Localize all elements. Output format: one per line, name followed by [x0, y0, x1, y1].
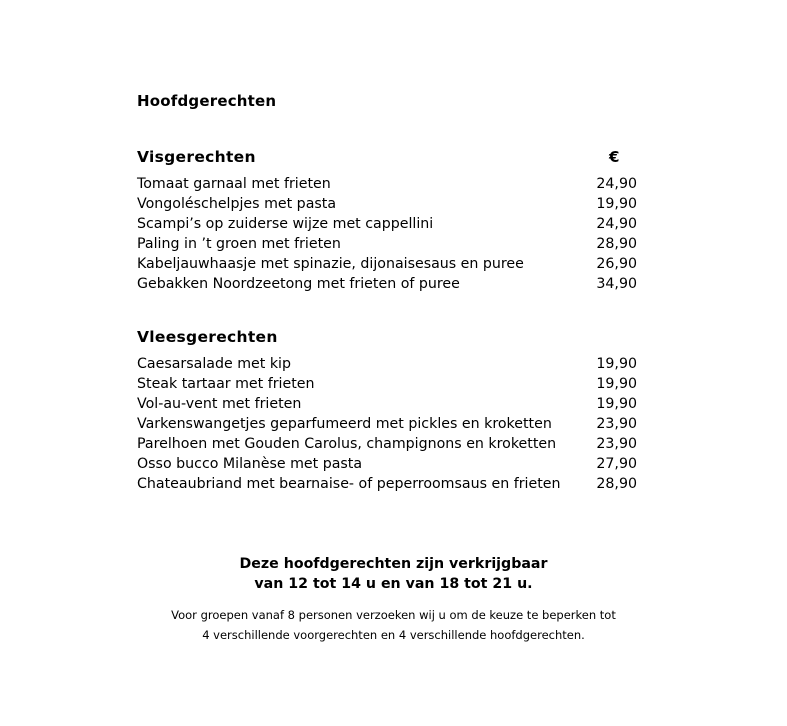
dish-price: 19,90 [596, 356, 637, 372]
dish-name: Kabeljauwhaasje met spinazie, dijonaisesaus en puree [137, 256, 524, 272]
meat-section-header [137, 328, 637, 350]
menu-item [137, 474, 637, 494]
menu-item [137, 374, 637, 394]
currency-symbol: € [609, 148, 620, 166]
menu-item [137, 394, 637, 414]
menu-item [137, 354, 637, 374]
availability-hours: van 12 tot 14 u en van 18 tot 21 u. [254, 576, 533, 592]
dish-name: Osso bucco Milanèse met pasta [137, 456, 363, 472]
menu-item [137, 414, 637, 434]
groups-note [0, 605, 787, 645]
availability-line: Deze hoofdgerechten zijn verkrijgbaar [239, 556, 548, 572]
dish-name: Caesarsalade met kip [137, 356, 291, 372]
dish-name: Scampi’s op zuiderse wijze met cappellini [137, 216, 434, 232]
groups-note-line: Voor groepen vanaf 8 personen verzoeken wij u om de keuze te beperken tot [171, 608, 616, 622]
menu-item [137, 274, 637, 294]
menu-item [137, 174, 637, 194]
dish-name: Varkenswangetjes geparfumeerd met pickles en kroketten [137, 416, 552, 432]
menu-item [137, 214, 637, 234]
dish-price: 27,90 [596, 456, 637, 472]
fish-section-title: Visgerechten [137, 148, 256, 166]
dish-name: Vongoléschelpjes met pasta [137, 196, 337, 212]
dish-price: 24,90 [596, 176, 637, 192]
dish-price: 26,90 [596, 256, 637, 272]
dish-price: 19,90 [596, 376, 637, 392]
dish-name: Chateaubriand met bearnaise- of peperroomsaus en frieten [137, 476, 561, 492]
menu-item [137, 454, 637, 474]
fish-section [137, 148, 637, 294]
groups-note-line: 4 verschillende voorgerechten en 4 verschillende hoofdgerechten. [202, 628, 585, 642]
dish-name: Tomaat garnaal met frieten [137, 176, 331, 192]
dish-price: 24,90 [596, 216, 637, 232]
dish-name: Paling in ’t groen met frieten [137, 236, 341, 252]
dish-price: 23,90 [596, 416, 637, 432]
dish-price: 28,90 [596, 236, 637, 252]
dish-name: Steak tartaar met frieten [137, 376, 315, 392]
menu-item [137, 194, 637, 214]
menu-item [137, 234, 637, 254]
availability-notice [0, 554, 787, 594]
dish-price: 23,90 [596, 436, 637, 452]
meat-section-title: Vleesgerechten [137, 328, 278, 346]
meat-section [137, 328, 637, 494]
menu-item [137, 434, 637, 454]
fish-section-header [137, 148, 637, 170]
dish-price: 19,90 [596, 396, 637, 412]
dish-name: Parelhoen met Gouden Carolus, champignons en kroketten [137, 436, 557, 452]
page-title: Hoofdgerechten [137, 92, 277, 110]
menu-item [137, 254, 637, 274]
dish-name: Vol-au-vent met frieten [137, 396, 302, 412]
dish-price: 28,90 [596, 476, 637, 492]
dish-name: Gebakken Noordzeetong met frieten of puree [137, 276, 460, 292]
dish-price: 19,90 [596, 196, 637, 212]
dish-price: 34,90 [596, 276, 637, 292]
